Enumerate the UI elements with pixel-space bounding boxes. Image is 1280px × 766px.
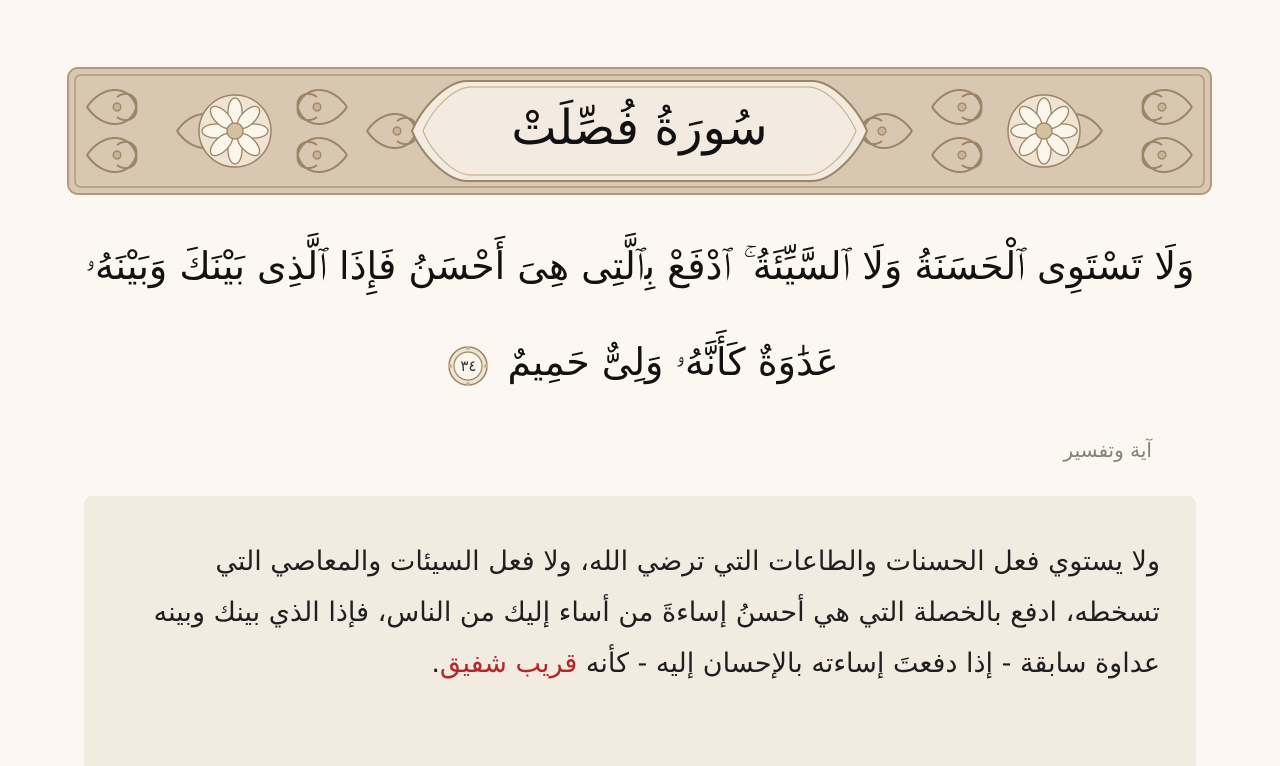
ayah-text-block — [70, 218, 1210, 410]
tafsir-body: ولا يستوي فعل الحسنات والطاعات التي ترضي الله، ولا فعل السيئات والمعاصي التي تسخطه، ادفع بالخصلة التي هي أحسنُ إساءةَ من أساء إليك من الناس، فإذا الذي بينك وبينه عداوة سابقة - إذا دفعتَ إساءته بالإحسان إليه - كأنه — [153, 546, 1160, 679]
surah-title: سُورَةُ فُصِّلَتْ — [511, 100, 768, 156]
ayah-number: ٣٤ — [460, 356, 477, 375]
ayah-text: وَلَا تَسْتَوِى ٱلْحَسَنَةُ وَلَا ٱلسَّيِّئَةُ ۚ ٱدْفَعْ بِٱلَّتِى هِىَ أَحْسَنُ فَإِذَا ٱلَّذِى بَيْنَكَ وَبَيْنَهُۥ عَدَٰوَةٌ كَأَنَّهُۥ وَلِىٌّ حَمِيمٌ — [85, 244, 1195, 384]
tafsir-text — [129, 536, 1160, 689]
tafsir-end: . — [431, 648, 440, 679]
tafsir-card — [84, 496, 1196, 766]
surah-header-banner — [67, 67, 1212, 195]
ayah-number-marker — [447, 345, 489, 387]
tafsir-highlight: قريب شفيق — [439, 648, 578, 679]
section-label: آية وتفسير — [1063, 438, 1152, 462]
